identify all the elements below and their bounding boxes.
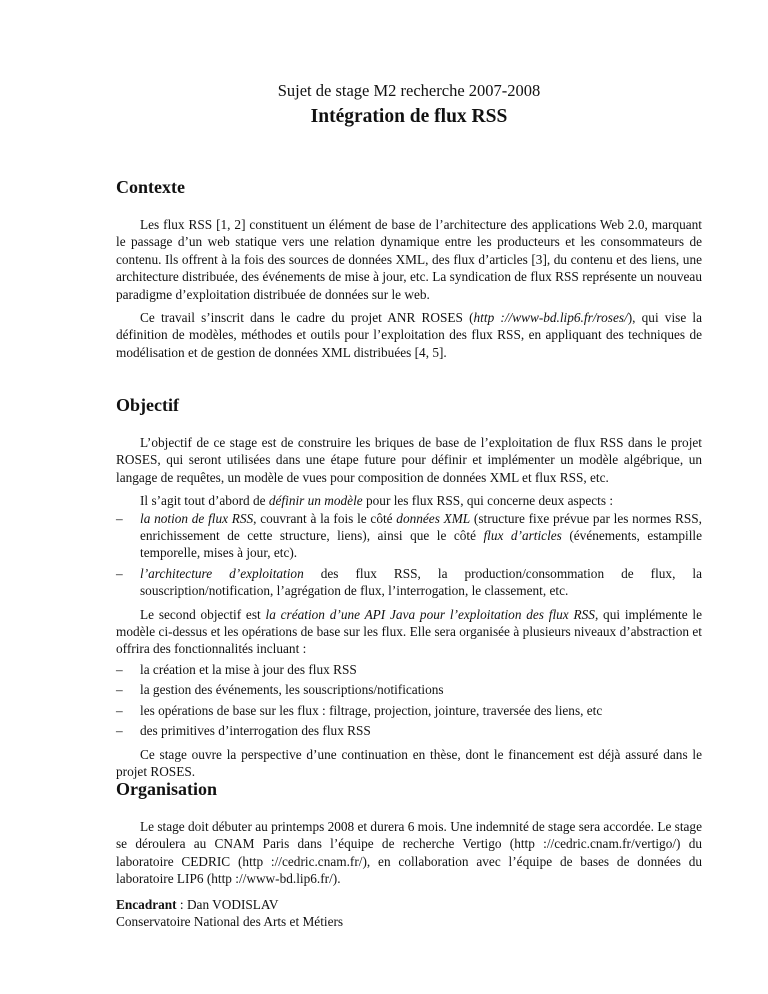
document-subtitle: Sujet de stage M2 recherche 2007-2008: [277, 81, 541, 100]
organisation-paragraph-1: Le stage doit débuter au printemps 2008 et durera 6 mois. Une indemnité de stage sera accordée. Le stage se déroulera au CNAM Paris dans l’équipe de recherche Vertigo (http ://cedric.cnam.fr/vertigo/) du laboratoire CEDRIC (http ://cedric.cnam.fr/), en collaboration avec l’équipe de bases de données du laboratoire LIP6 (http ://www-bd.lip6.fr/).: [116, 819, 702, 887]
objectif-paragraph-1: L’objectif de ce stage est de construire les briques de base de l’exploitation de flux RSS dans le projet ROSES, qui seront utilisées dans une étape future pour définir et implémenter un modèle algébrique, un langage de requêtes, un modèle de vues pour composition de données XML et flux RSS, etc.: [116, 435, 702, 485]
list-item: – la notion de flux RSS, couvrant à la fois le côté données XML (structure fixe prévue par les normes RSS, enrichissement de cette structure, liens), ainsi que le côté flux d’articles (événements, estampille temporelle, mises à jour, etc).: [116, 510, 702, 561]
supervisor-block: [116, 896, 702, 931]
roses-url: http ://www-bd.lip6.fr/roses/: [473, 310, 628, 326]
aspects-list: [116, 510, 702, 600]
section-heading-organisation: Organisation: [116, 779, 218, 799]
section-heading-objectif: Objectif: [116, 395, 179, 415]
features-list: [116, 661, 702, 740]
supervisor-line: Encadrant : Dan VODISLAV: [116, 896, 279, 912]
list-item: – les opérations de base sur les flux : filtrage, projection, jointure, traversée des liens, etc: [116, 702, 603, 718]
section-contexte: [116, 176, 702, 361]
section-heading-contexte: Contexte: [116, 177, 185, 197]
list-item: – la gestion des événements, les souscriptions/notifications: [116, 682, 444, 698]
supervisor-label: Encadrant: [116, 896, 177, 912]
objectif-paragraph-3: Le second objectif est la création d’une API Java pour l’exploitation des flux RSS, qui implémente le modèle ci-dessus et les opérations de base sur les flux. Elle sera organisée à plusieurs niveaux d’abstraction et offrira des fonctionnalités incluant :: [116, 606, 702, 657]
document-title: Intégration de flux RSS: [310, 106, 508, 127]
list-item: – l’architecture d’exploitation des flux RSS, la production/consommation de flux, la souscription/notification, l’agrégation de flux, l’interrogation, le classement, etc.: [116, 565, 702, 599]
list-item: – la création et la mise à jour des flux RSS: [116, 661, 357, 677]
contexte-paragraph-2: Ce travail s’inscrit dans le cadre du projet ANR ROSES (http ://www-bd.lip6.fr/roses/), qui vise la définition de modèles, méthodes et outils pour l’exploitation des flux RSS, en appliquant des techniques de modélisation et de gestion de données XML distribuées [4, 5].: [116, 310, 702, 360]
supervisor-organization: Conservatoire National des Arts et Métiers: [116, 914, 344, 930]
objectif-paragraph-4: Ce stage ouvre la perspective d’une continuation en thèse, dont le financement est déjà assuré dans le projet ROSES.: [116, 746, 702, 779]
objectif-paragraph-2: Il s’agit tout d’abord de définir un modèle pour les flux RSS, qui concerne deux aspects :: [140, 493, 614, 509]
section-objectif: [116, 394, 702, 780]
section-organisation: [116, 778, 702, 930]
list-item: – des primitives d’interrogation des flux RSS: [116, 723, 371, 739]
supervisor-name: Dan VODISLAV: [186, 896, 279, 912]
contexte-paragraph-1: Les flux RSS [1, 2] constituent un élément de base de l’architecture des applications Web 2.0, marquant le passage d’un web statique vers une relation dynamique entre les producteurs et les consommateurs de contenu. Ils offrent à la fois des sources de données XML, des flux d’articles [3], du contenu et des liens, une architecture distribuée, des événements de mise à jour, etc. La syndication de flux RSS représente un nouveau paradigme d’exploitation distribuée de données sur le web.: [116, 217, 702, 302]
